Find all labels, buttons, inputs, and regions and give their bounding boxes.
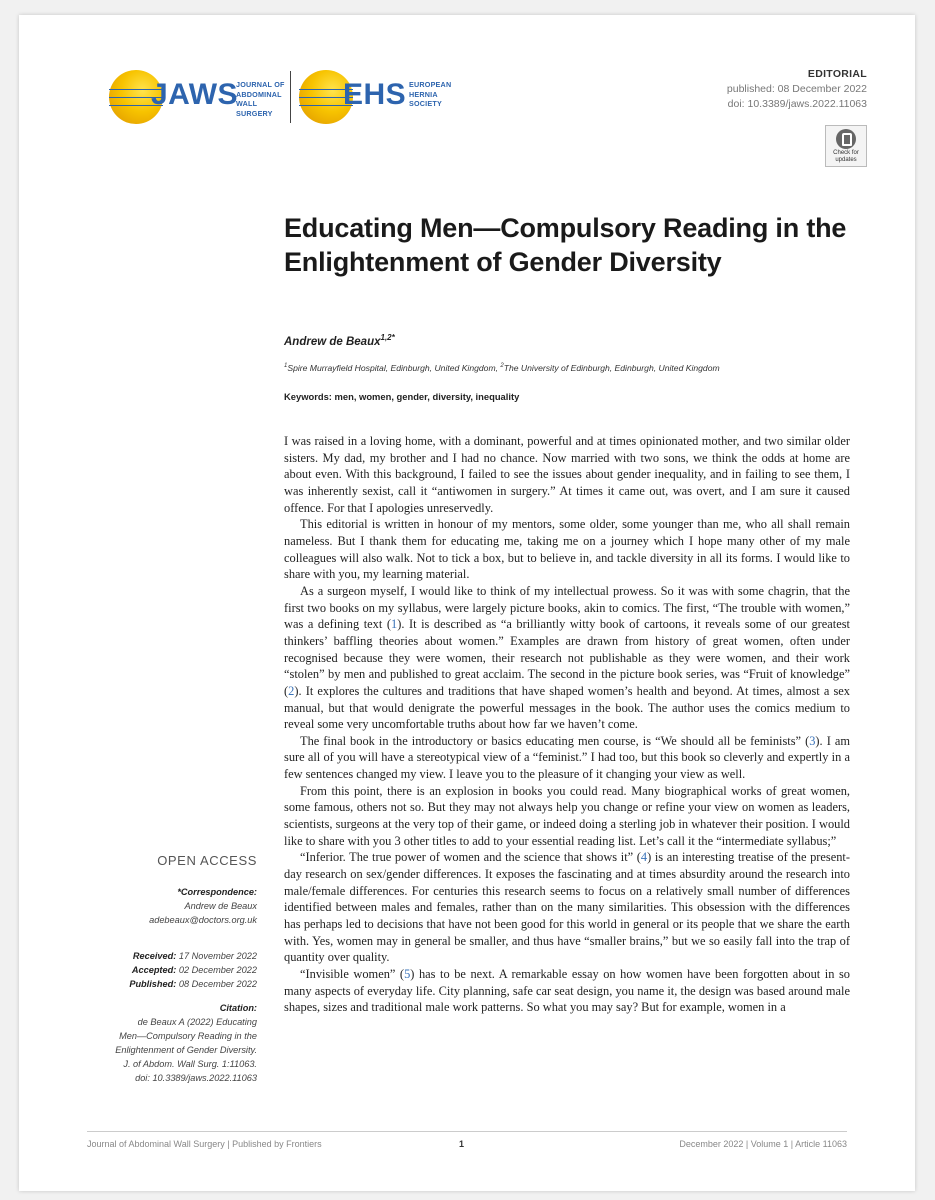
footer-issue: December 2022 | Volume 1 | Article 11063 (679, 1139, 847, 1149)
keywords-label: Keywords: (284, 391, 332, 402)
paragraph-text: “Invisible women” ( (300, 967, 405, 981)
keywords-list: men, women, gender, diversity, inequality (334, 391, 520, 402)
footer-journal: Journal of Abdominal Wall Surgery | Published by Frontiers (87, 1139, 322, 1149)
accepted-label: Accepted: (131, 965, 177, 975)
paragraph-text: ) has to be next. A remarkable essay on how women have been forgotten about in so many aspects of everyday life. City planning, safe car seat design, you name it, the design was based around male shapes, sizes and traditional male work patterns. So what you may say? But for example, women in a (284, 967, 850, 1015)
citation-block (79, 1001, 257, 1085)
article-body (284, 433, 850, 1016)
article-type: EDITORIAL (807, 68, 867, 80)
paragraph-text: ) is an interesting treatise of the present-day research on sex/gender differences. It exposes the fascinating and at times absurdity around the research into male/female differences. For centuries this research seems to focus on a relatively small number of differences identified between males and females, rather than on the many similarities. This obsession with the differences has perhaps led to decisions that have not been good for this world in general or its people that we share the earth with. Yes, women may in general be smaller, and thus have “smaller brains,” but we so easily fall into the trap of quantity over quality. (284, 850, 851, 965)
paragraph-text: ). I am sure all of you will have a stereotypical view of a “feminist.” I had too, but this book so cleverly and expertly in a few sentences changed my view. I leave you to the pleasure of it changing your view as well. (284, 733, 850, 782)
paragraph-text: ). It explores the cultures and traditions that have shaped women’s health and beyond. At times, almost a sex manual, but that would denigrate the powerful messages in the book. The author uses the comics medium to reveal some very uncomfortable truths about how far we haven’t come. (284, 683, 850, 732)
citation-line: Enlightenment of Gender Diversity. (115, 1045, 257, 1055)
journal-logos (109, 67, 469, 127)
article-meta (727, 67, 867, 112)
published-date: published: 08 December 2022 (726, 83, 867, 95)
paragraph (284, 966, 850, 1016)
correspondence-label: *Correspondence: (177, 887, 257, 897)
citation-line[interactable]: doi: 10.3389/jaws.2022.11063 (135, 1073, 257, 1083)
author-line (284, 333, 395, 348)
paragraph (284, 733, 850, 783)
published-row (79, 977, 257, 991)
affil-1: Spire Murrayfield Hospital, Edinburgh, United Kingdom, (287, 363, 501, 373)
citation-line: J. of Abdom. Wall Surg. 1:11063. (123, 1059, 257, 1069)
paragraph: I was raised in a loving home, with a dominant, powerful and at times opinionated mother, and two similar older sisters. My dad, my brother and I had no chance. Now married with two sons, we think the odds at home are about even. With this background, I failed to see the issues about gender inequality, and in failing to see them, I was inherently sexist, call it “antiwomen in surgery.” At times it came out, was overt, and I am sure it caused offence. For that I apologies unreservedly. (284, 434, 850, 515)
paragraph-text: ). It is described as “a brilliantly witty book of cartoons, it reveals some of our greatest thinkers’ baffling theories about women.” Examples are drawn from history of great women, often under recognised because they were women, their research not publishable as they were women, and their work “stolen” by men and published to great acclaim. The second in the picture book series, was “Fruit of knowledge” ( (284, 617, 850, 698)
citation-line: Men—Compulsory Reading in the (119, 1031, 257, 1041)
bookmark-icon (836, 129, 856, 149)
citation-link[interactable]: 5 (404, 967, 411, 981)
citation-link[interactable]: 1 (391, 617, 398, 632)
article-title: Educating Men—Compulsory Reading in the Enlightenment of Gender Diversity (284, 213, 847, 277)
citation-link[interactable]: 4 (640, 850, 648, 865)
accepted-date: 02 December 2022 (178, 965, 257, 975)
correspondence-email[interactable]: adebeaux@doctors.org.uk (149, 915, 257, 925)
paragraph-text: “Inferior. The true power of women and the science that shows it” ( (300, 850, 641, 865)
jaws-logo-subtitle: JOURNAL OF ABDOMINAL WALL SURGERY (236, 80, 285, 118)
paragraph (284, 583, 850, 733)
correspondence-name: Andrew de Beaux (184, 901, 257, 911)
paragraph (284, 849, 850, 966)
received-row (79, 949, 257, 963)
paragraph-text: The final book in the introductory or basics educating men course, is “We should all be feminists” ( (300, 733, 810, 748)
accepted-row (79, 963, 257, 977)
affil-2: The University of Edinburgh, Edinburgh, United Kingdom (503, 363, 720, 373)
logo-divider (290, 71, 291, 123)
author-affil-sup: 1,2* (380, 333, 395, 342)
affil-1-sup: 1 (284, 363, 288, 370)
jaws-logo[interactable] (109, 67, 287, 127)
paper-page (19, 15, 915, 1191)
check-updates-label: Check for updates (833, 150, 859, 163)
jaws-logo-name: JAWS (151, 78, 239, 111)
correspondence-block (79, 885, 257, 927)
affil-2-sup: 2 (500, 363, 504, 370)
page-number: 1 (459, 1139, 465, 1149)
open-access-label: OPEN ACCESS (157, 853, 257, 868)
doi[interactable]: doi: 10.3389/jaws.2022.11063 (727, 98, 867, 110)
ehs-logo-subtitle: EUROPEAN HERNIA SOCIETY (409, 80, 452, 109)
citation-link[interactable]: 2 (288, 683, 295, 698)
received-label: Received: (132, 951, 177, 961)
author-name[interactable]: Andrew de Beaux (284, 335, 381, 348)
published-date-side: 08 December 2022 (178, 979, 257, 989)
ehs-logo[interactable] (299, 67, 469, 127)
keywords (284, 391, 519, 402)
paragraph: From this point, there is an explosion in books you could read. Many biographical works of great women, some famous, others not so. But they may not always help you change or refine your view on women as leaders, scientists, surgeons at the very top of their game, or indeed doing a sterling job in whatever their position. I would like to share with you 3 other titles to add to your essential reading list. Let’s call it the “intermediate syllabus;” (284, 783, 850, 848)
paragraph: This editorial is written in honour of my mentors, some older, some younger than me, who all shall remain nameless. But I thank them for educating me, taking me on a journey which I hope many other of my male colleagues will also walk. Not to tick a box, but to believe in, and tackle diversity in all its forms. I would like to share with you, my learning material. (284, 517, 850, 582)
published-label: Published: (129, 979, 177, 989)
check-for-updates-button[interactable] (825, 125, 867, 167)
citation-link[interactable]: 3 (809, 733, 816, 748)
citation-label: Citation: (219, 1003, 257, 1013)
paragraph-text: As a surgeon myself, I would like to think of my intellectual prowess. So it was with some chagrin, that the first two books on my syllabus, were largely picture books, akin to comics. The first, “The trouble with women,” was a defining text ( (284, 583, 850, 632)
received-date: 17 November 2022 (178, 951, 257, 961)
citation-line: de Beaux A (2022) Educating (137, 1017, 257, 1027)
affiliations (284, 363, 864, 373)
footer-divider (87, 1131, 847, 1132)
ehs-logo-name: EHS (343, 78, 407, 111)
dates-block (79, 949, 257, 991)
